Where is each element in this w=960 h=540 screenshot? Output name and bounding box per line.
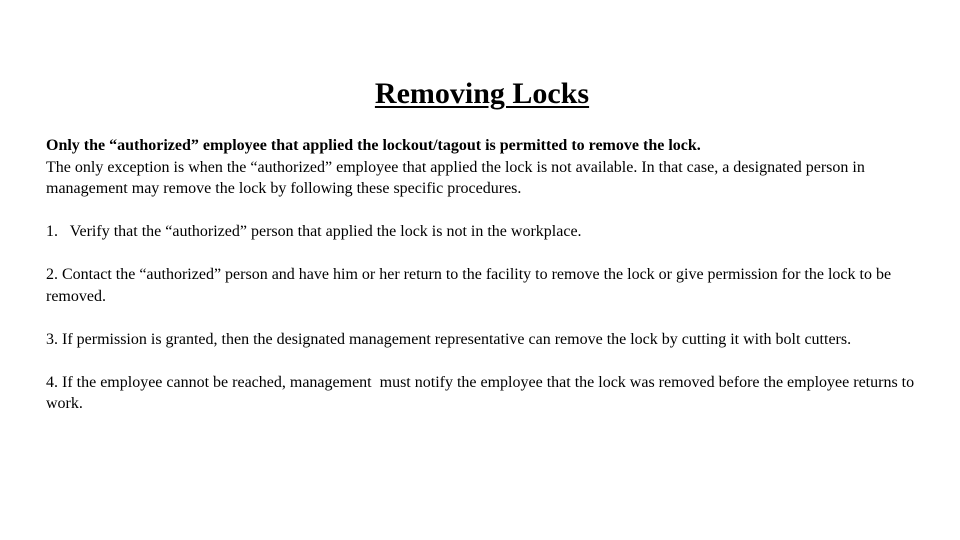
- exception-paragraph: The only exception is when the “authorized” employee that applied the lock is not available. In that case, a designated person in management may remove the lock by following these specific procedures.: [46, 158, 865, 197]
- slide-title: Removing Locks: [374, 77, 590, 110]
- procedure-step-1: 1. Verify that the “authorized” person that applied the lock is not in the workplace.: [46, 223, 582, 240]
- slide-body: [46, 135, 919, 415]
- lead-statement: Only the “authorized” employee that applied the lockout/tagout is permitted to remove the lock.: [46, 137, 701, 154]
- procedure-step-4: 4. If the employee cannot be reached, management must notify the employee that the lock was removed before the employee returns to work.: [46, 373, 919, 412]
- procedure-step-2: 2. Contact the “authorized” person and have him or her return to the facility to remove the lock or give permission for the lock to be removed.: [46, 266, 892, 305]
- procedure-step-3: 3. If permission is granted, then the designated management representative can remove the lock by cutting it with bolt cutters.: [46, 330, 852, 348]
